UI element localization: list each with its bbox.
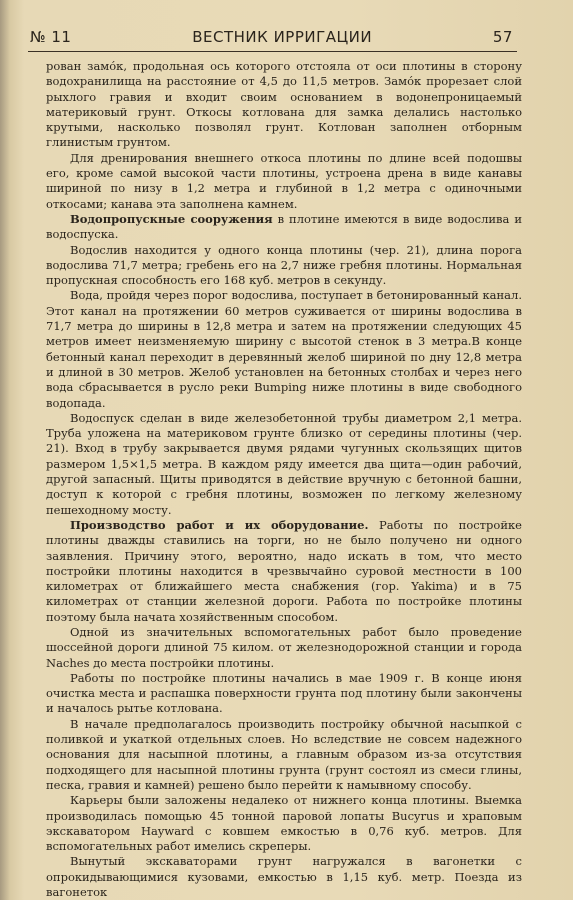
page-number: 57 [492, 28, 513, 46]
paragraph [46, 151, 522, 212]
paragraph [46, 854, 522, 900]
paragraph-text: в плотине имеются в виде водослива и водоспуска. [46, 211, 523, 242]
running-header [30, 28, 513, 50]
paragraph-text: Работы по постройке плотины начались в мае 1909 г. В конце июня очистка места и распашка поверхности грунта под плотину были закончены и началось рытье котлована. [46, 670, 522, 716]
paragraph [46, 671, 522, 717]
paragraph-text: рован замо́к, продольная ось которого отстояла от оси плотины в сторону водохранилища на расстояние от 4,5 до 11,5 метров. Замо́к прорезает слой рыхлого гравия и входит своим основанием в водонепроницаемый материковый грунт. Откосы котлована для замка делались настолько крутыми, насколько позволял грунт. Котлован заполнен отборным глинистым грунтом. [46, 59, 522, 150]
paragraph-text: Водоспуск сделан в виде железобетонной трубы диаметром 2,1 метра. Труба уложена на материковом грунте близко от середины плотины (чер. 21). Вход в трубу закрывается двумя рядами чугунных скользящих щитов размером 1,5×1,5 метра. В каждом ряду имеется два щита—один рабочий, другой запасный. Щиты приводятся в действие вручную с бетонной башни, доступ к которой с гребня плотины, возможен по легкому железному пешеходному мосту. [46, 410, 522, 517]
paragraph-text: Для дренирования внешнего откоса плотины по длине всей подошвы его, кроме самой высокой части плотины, устроена дрена в виде канавы шириной по низу в 1,2 метра и глубиной в 1,2 метра с одиночными откосами; канава эта заполнена камнем. [46, 150, 522, 211]
section-heading: Водопропускные сооружения [70, 211, 273, 226]
article-body [46, 59, 522, 900]
paragraph-text: Работы по постройке плотины дважды ставились на торги, но не было получено ни одного заявления. Причину этого, вероятно, надо искать в том, что место постройки плотины находится в чрезвычайно суровой местности в 100 километрах от ближайшего места снабжения (гор. Yakima) и в 75 километрах от станции железной дороги. Работа по постройке плотины поэтому была начата хозяйственным способом. [46, 517, 522, 624]
paragraph [46, 411, 522, 518]
paragraph [46, 717, 522, 793]
paragraph [46, 625, 522, 671]
paragraph-text: Водослив находится у одного конца плотины (чер. 21), длина порога водослива 71,7 метра; гребень его на 2,7 ниже гребня плотины. Нормальная пропускная способность его 168 куб. метров в секунду. [46, 242, 522, 288]
paragraph-text: Одной из значительных вспомогательных работ было проведение шоссейной дороги длиной 75 килом. от железнодорожной станции и города Naches до места постройки плотины. [46, 624, 522, 670]
paragraph [46, 518, 522, 625]
paragraph-text: Вынутый экскаваторами грунт нагружался в вагонетки с опрокидывающимися кузовами, емкостью в 1,15 куб. метр. Поезда из вагонеток [46, 854, 522, 900]
section-heading: Производство работ и их оборудование. [70, 517, 369, 532]
issue-number: № 11 [30, 28, 72, 46]
paragraph-text: Карьеры были заложены недалеко от нижнего конца плотины. Выемка производилась помощью 45 тонной паровой лопаты Bucyrus и храповым экскаватором Hayward с ковшем емкостью в 0,76 куб. метров. Для вспомогательных работ имелись скреперы. [46, 793, 522, 854]
paragraph-text: Вода, пройдя через порог водослива, поступает в бетонированный канал. Этот канал на протяжении 60 метров суживается от ширины водослива в 71,7 метра до ширины в 12,8 метра и затем на протяжении следующих 45 метров имеет неизменяемую ширину с высотой стенок в 3 метра.В конце бетонный канал переходит в деревянный желоб шириной по дну 12,8 метра и длиной в 30 метров. Желоб установлен на бетонных столбах и через него вода сбрасывается в русло реки Bumping ниже плотины в виде свободного водопада. [46, 288, 522, 410]
paragraph-text: В начале предполагалось производить постройку обычной насыпкой с поливкой и укаткой отдельных слоев. Но вследствие не совсем надежного основания для насыпной плотины, а главным образом из-за отсутствия подходящего для насыпной плотины грунта (грунт состоял из смеси глины, песка, гравия и камней) решено было перейти к намывному способу. [46, 716, 522, 792]
paragraph [46, 212, 522, 243]
header-rule [28, 51, 517, 52]
paragraph [46, 59, 522, 151]
journal-title: ВЕСТНИК ИРРИГАЦИИ [192, 28, 373, 46]
paragraph [46, 243, 522, 289]
paragraph [46, 288, 522, 410]
paragraph [46, 793, 522, 854]
